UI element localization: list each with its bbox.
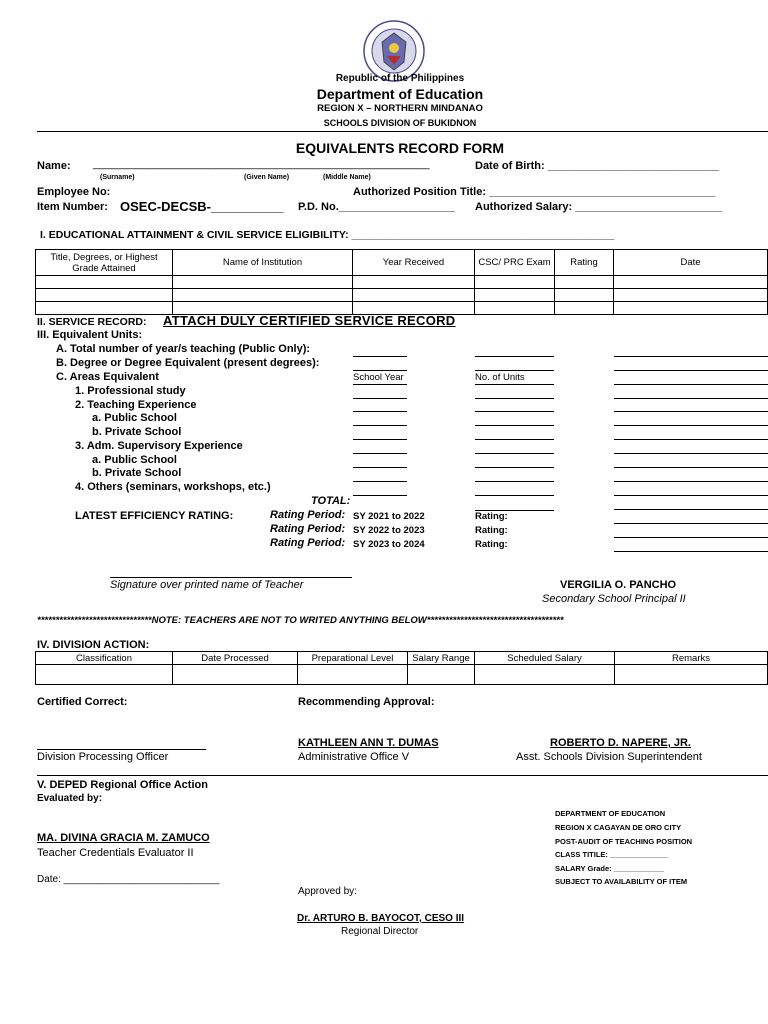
header-division: SCHOOLS DIVISION OF BUKIDNON [323,118,477,128]
processing-officer-signature-line [37,749,206,750]
answer-line [614,411,768,412]
no-units-label: No. of Units [475,372,525,383]
answer-line [353,370,407,371]
surname-caption: (Surname) [100,174,135,181]
item-b: B. Degree or Degree Equivalent (present degrees): [56,357,320,369]
item-c1: 1. Professional study [75,385,186,397]
answer-line [614,384,768,385]
answer-line [353,467,407,468]
answer-line [353,356,407,357]
section2-label: II. SERVICE RECORD: [37,316,147,328]
header-divider [37,131,768,132]
rating-period-rating: Rating: [475,539,508,550]
answer-line [353,398,407,399]
evaluator-name: MA. DIVINA GRACIA M. ZAMUCO [37,832,210,844]
director-title: Regional Director [341,926,419,937]
pd-no-label: P.D. No.___________________ [298,201,455,213]
item-a: A. Total number of year/s teaching (Public Only): [56,343,311,355]
answer-line [614,481,768,482]
answer-line [475,495,554,496]
employee-no-label: Employee No: [37,186,111,198]
total-label: TOTAL: [311,495,351,507]
name-label: Name: [37,160,71,172]
section5-title: V. DEPED Regional Office Action [37,779,208,791]
section5-divider [37,775,768,776]
answer-line [614,398,768,399]
given-name-caption: (Given Name) [244,174,290,181]
director-name: Dr. ARTURO B. BAYOCOT, CESO III [297,913,465,924]
col-scheduled-salary: Scheduled Salary [475,652,615,665]
answer-line [614,356,768,357]
item-c2a: a. Public School [92,412,177,424]
table-row [36,276,768,289]
item-c3a: a. Public School [92,454,177,466]
item-number-label: Item Number: [37,201,108,213]
section4-title: IV. DIVISION ACTION: [37,639,150,651]
item-c4: 4. Others (seminars, workshops, etc.) [75,481,271,493]
efficiency-label: LATEST EFFICIENCY RATING: [75,510,234,522]
table-row [36,665,768,685]
admin-officer-title: Administrative Office V [298,751,410,763]
col-rating: Rating [555,250,614,276]
rating-period-rating: Rating: [475,511,508,522]
header-country: Republic of the Philippines [335,73,465,84]
rating-period-sy: SY 2023 to 2024 [353,539,425,550]
recommending-approval-label: Recommending Approval: [298,696,435,708]
answer-line [475,467,554,468]
answer-line [353,439,407,440]
table-row [36,289,768,302]
authorized-salary-label: Authorized Salary: ________________________ [475,201,723,213]
evaluator-title: Teacher Credentials Evaluator II [37,847,194,859]
answer-line [614,453,768,454]
section2-value: ATTACH DULY CERTIFIED SERVICE RECORD [163,313,456,328]
stamp-line: SALARY Grade: ____________ [555,864,664,873]
col-csc-prc: CSC/ PRC Exam [475,250,555,276]
answer-line [475,411,554,412]
col-title-degrees: Title, Degrees, or Highest Grade Attained [36,250,173,276]
answer-line [475,425,554,426]
answer-line [353,495,407,496]
header-region: REGION X – NORTHERN MINDANAO [317,103,483,114]
col-salary-range: Salary Range [408,652,475,665]
answer-line [614,439,768,440]
stamp-line: DEPARTMENT OF EDUCATION [555,809,666,818]
form-title: EQUIVALENTS RECORD FORM [295,140,505,156]
answer-line [614,425,768,426]
answer-line [475,481,554,482]
answer-line [353,425,407,426]
item-c2: 2. Teaching Experience [75,399,197,411]
rating-period-sy: SY 2022 to 2023 [353,525,425,536]
answer-line [614,467,768,468]
teacher-signature-caption: Signature over printed name of Teacher [110,579,304,591]
answer-line [475,398,554,399]
date-label: Date: ____________________________ [37,874,220,885]
col-year-received: Year Received [353,250,475,276]
answer-line [614,537,768,538]
answer-line [614,551,768,552]
asds-title: Asst. Schools Division Superintendent [516,751,702,763]
item-c2b: b. Private School [92,426,182,438]
col-classification: Classification [36,652,173,665]
note-banner: *******************************NOTE: TEACHERS ARE NOT TO WRITED ANYTHING BELOW************************************* [37,615,564,626]
answer-line [475,453,554,454]
education-table [35,249,768,315]
item-c3: 3. Adm. Supervisory Experience [75,440,243,452]
rating-period-label: Rating Period: [270,523,346,535]
admin-officer-name: KATHLEEN ANN T. DUMAS [298,737,439,749]
principal-title: Secondary School Principal II [542,593,686,605]
division-action-table [35,651,768,685]
middle-name-caption: (Middle Name) [323,174,371,181]
stamp-line: CLASS TITILE: ______________ [555,850,669,859]
item-c: C. Areas Equivalent [56,371,159,383]
item-number-value: OSEC-DECSB-__________ [120,199,284,214]
rating-period-label: Rating Period: [270,537,346,549]
answer-line [353,453,407,454]
section1-title: I. EDUCATIONAL ATTAINMENT & CIVIL SERVICE ELIGIBILITY: _____________________________________________ [40,229,615,241]
answer-line [353,384,407,385]
rating-period-label: Rating Period: [270,509,346,521]
answer-line [614,509,768,510]
asds-name: ROBERTO D. NAPERE, JR. [550,737,691,749]
col-remarks: Remarks [615,652,768,665]
item-c3b: b. Private School [92,467,182,479]
col-preparational-level: Preparational Level [298,652,408,665]
rating-period-rating: Rating: [475,525,508,536]
school-year-label: School Year [353,372,404,383]
col-date-processed: Date Processed [173,652,298,665]
answer-line [614,523,768,524]
answer-line [353,481,407,482]
teacher-signature-line [110,577,352,578]
certified-correct-label: Certified Correct: [37,696,128,708]
col-institution: Name of Institution [173,250,353,276]
answer-line [475,370,554,371]
authorized-position-label: Authorized Position Title: _____________________________________ [353,186,716,198]
name-line: _______________________________________________________ [93,158,430,170]
stamp-line: POST-AUDIT OF TEACHING POSITION [555,837,693,846]
answer-line [475,384,554,385]
col-date: Date [614,250,768,276]
answer-line [353,411,407,412]
header-department: Department of Education [316,86,484,102]
section3-label: III. Equivalent Units: [37,329,143,341]
answer-line [475,439,554,440]
dob-label: Date of Birth: ____________________________ [475,160,720,172]
processing-officer-title: Division Processing Officer [37,751,169,763]
approved-by-label: Approved by: [298,886,357,897]
answer-line [614,370,768,371]
principal-name: VERGILIA O. PANCHO [560,579,677,591]
stamp-line: SUBJECT TO AVAILABILITY OF ITEM [555,877,688,886]
answer-line [614,495,768,496]
evaluated-by-label: Evaluated by: [37,793,103,804]
answer-line [475,356,554,357]
rating-period-sy: SY 2021 to 2022 [353,511,425,522]
stamp-line: REGION X CAGAYAN DE ORO CITY [555,823,682,832]
